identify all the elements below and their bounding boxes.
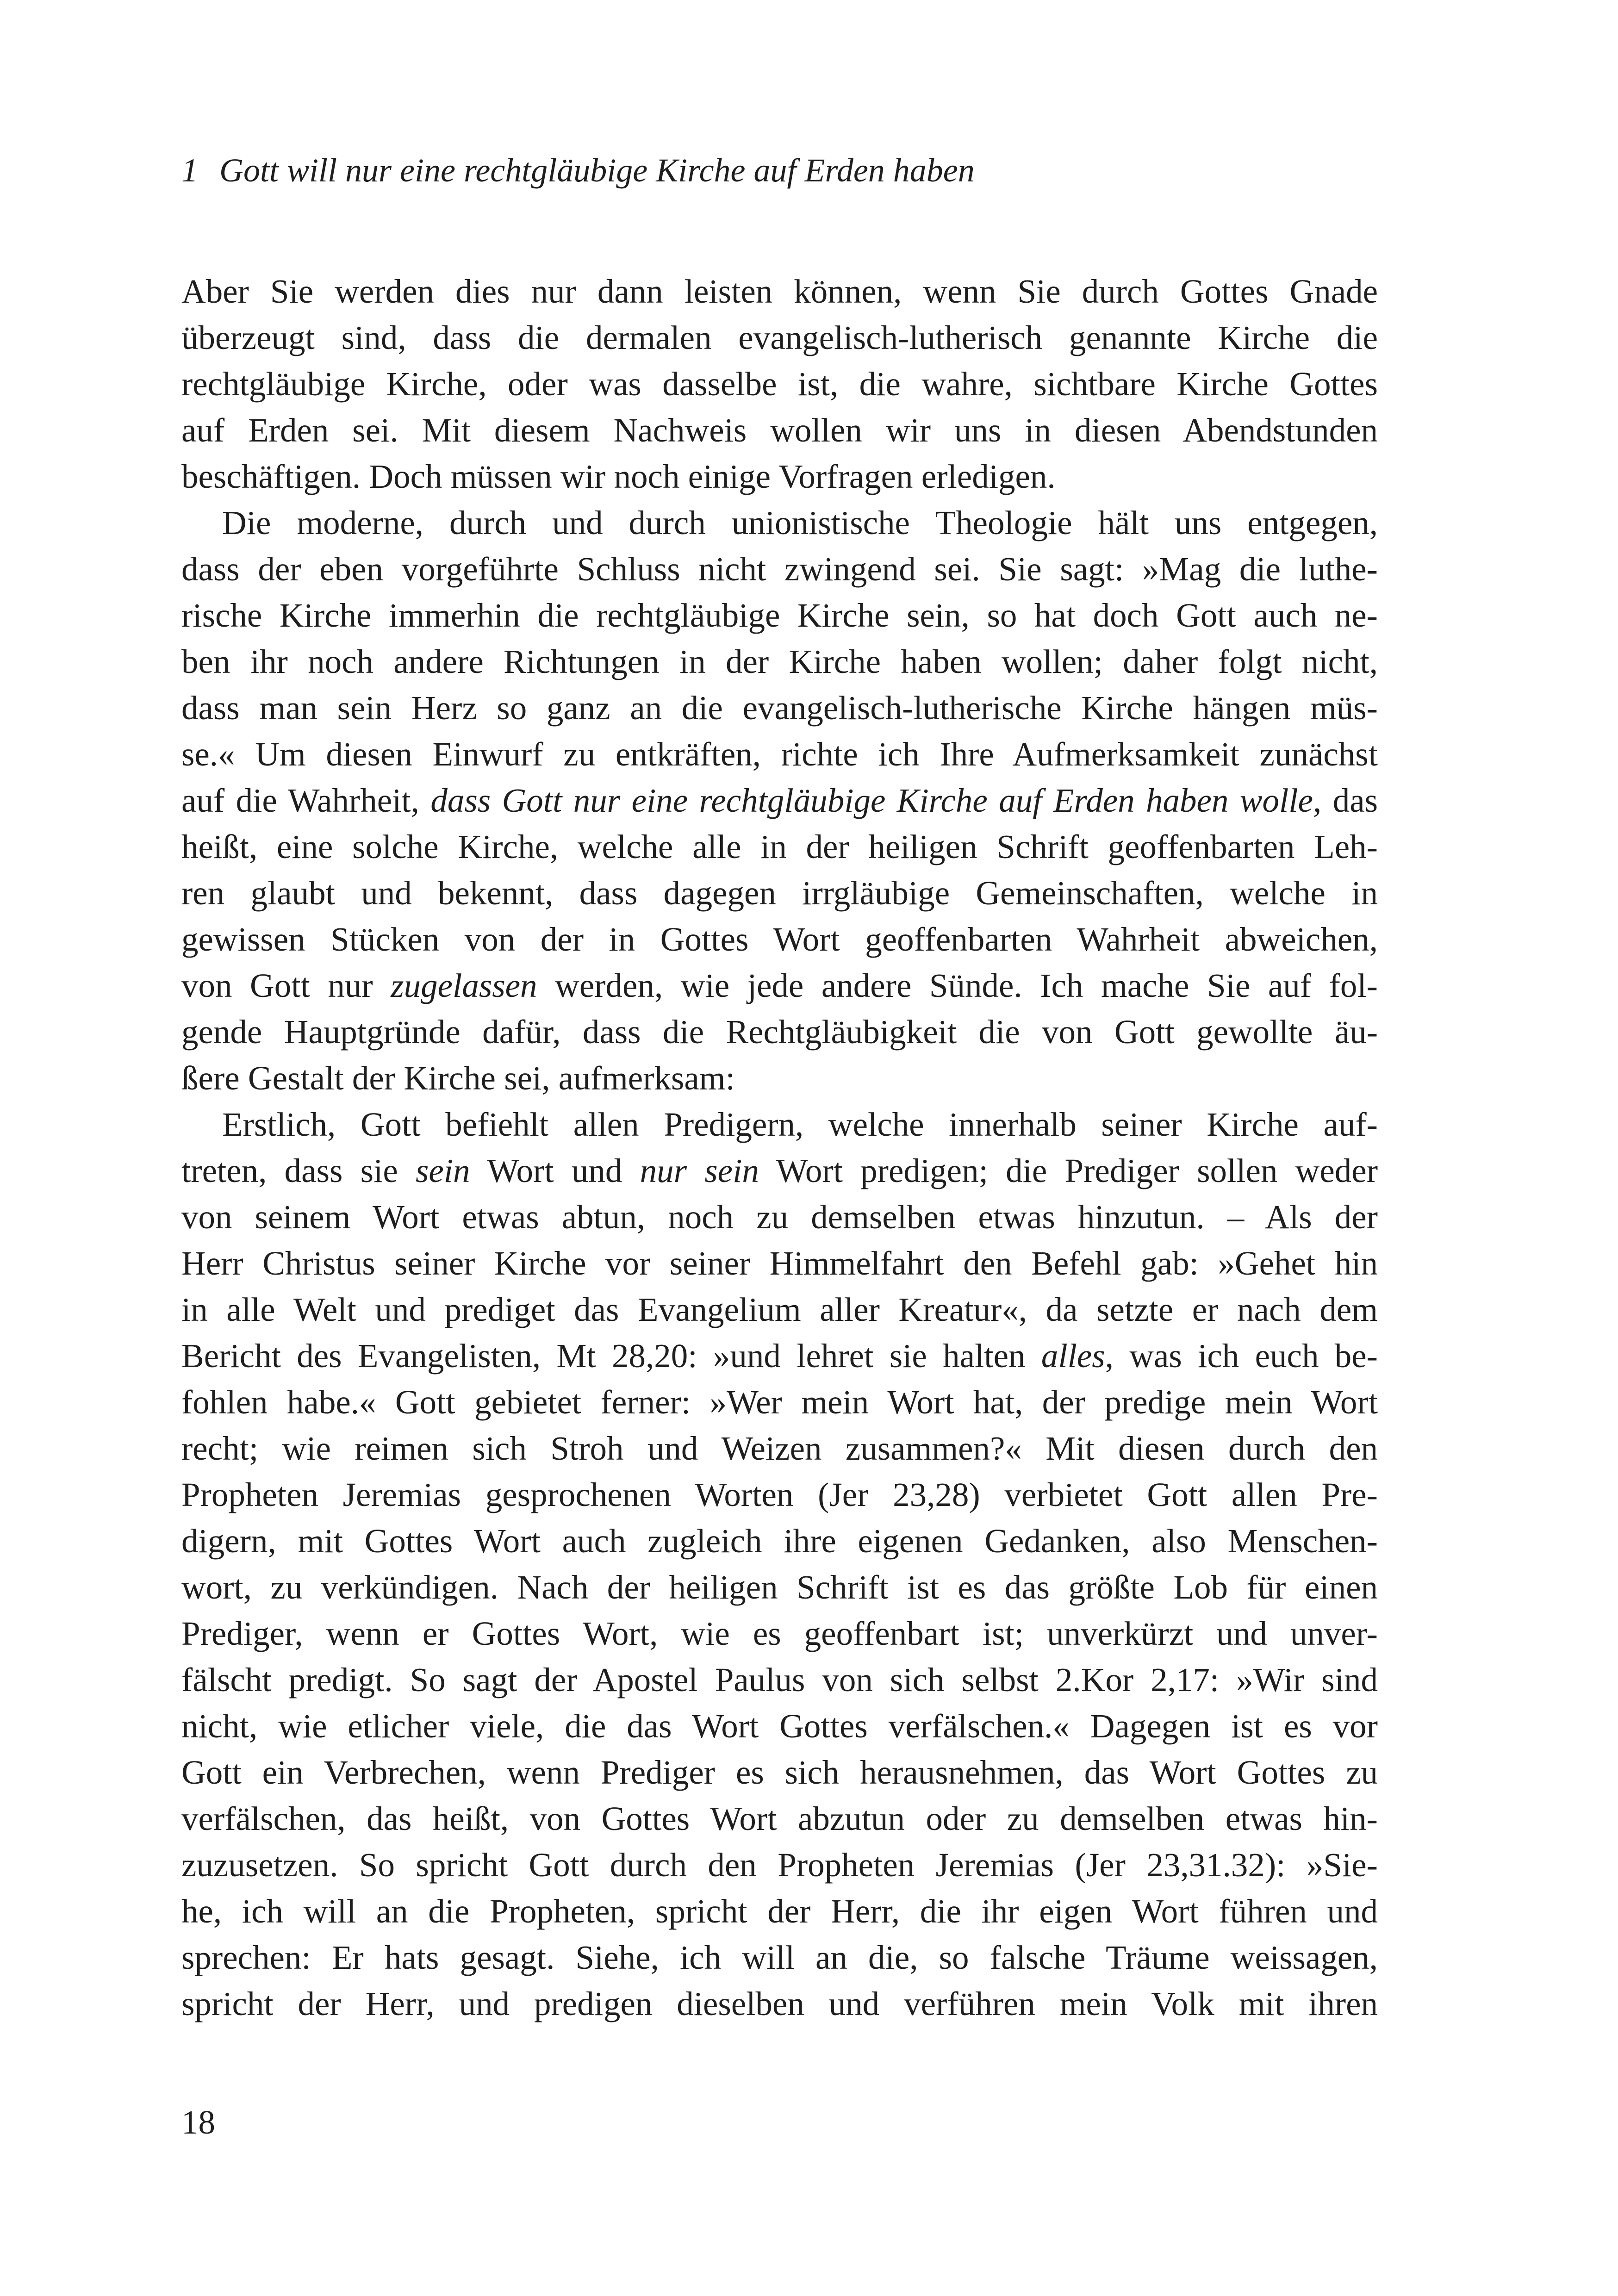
text-line (181, 778, 1378, 824)
text-segment: Die moderne, durch und durch unionistische Theologie hält uns entgegen, (222, 504, 1378, 541)
text-line (181, 916, 1378, 963)
text-segment: Bericht des Evangelisten, Mt 28,20: »und lehret sie halten (181, 1337, 1041, 1375)
text-line (181, 500, 1378, 546)
text-segment: werden, wie jede andere Sünde. Ich mache Sie auf fol- (537, 967, 1378, 1004)
italic-text: alles (1041, 1337, 1105, 1375)
text-segment: überzeugt sind, dass die dermalen evangelisch-lutherisch genannte Kirche die (181, 319, 1378, 356)
text-line (181, 639, 1378, 685)
text-line (181, 1518, 1378, 1564)
text-segment: Aber Sie werden dies nur dann leisten können, wenn Sie durch Gottes Gnade (181, 273, 1378, 310)
text-line (181, 1101, 1378, 1148)
text-segment: zuzusetzen. So spricht Gott durch den Propheten Jeremias (Jer 23,31.32): »Sie- (181, 1846, 1378, 1884)
text-line (181, 1842, 1378, 1888)
text-segment: Herr Christus seiner Kirche vor seiner Himmelfahrt den Befehl gab: »Gehet hin (181, 1244, 1378, 1282)
text-segment: ben ihr noch andere Richtungen in der Kirche haben wollen; daher folgt nicht, (181, 643, 1378, 680)
text-segment: rische Kirche immerhin die rechtgläubige Kirche sein, so hat doch Gott auch ne- (181, 597, 1378, 634)
text-line (181, 592, 1378, 639)
text-segment: Wort und (470, 1152, 640, 1189)
text-line (181, 1796, 1378, 1842)
text-segment: gende Hauptgründe dafür, dass die Rechtgläubigkeit die von Gott gewollte äu- (181, 1013, 1378, 1051)
text-segment: dass der eben vorgeführte Schluss nicht zwingend sei. Sie sagt: »Mag die luthe- (181, 550, 1378, 588)
text-line (181, 1657, 1378, 1703)
chapter-number: 1 (181, 152, 198, 189)
text-segment: nicht, wie etlicher viele, die das Wort Gottes verfälschen.« Dagegen ist es vor (181, 1707, 1378, 1745)
text-line (181, 1287, 1378, 1333)
text-line (181, 315, 1378, 361)
text-segment: auf die Wahrheit, (181, 782, 431, 819)
text-segment: , das (1313, 782, 1378, 819)
text-line (181, 1472, 1378, 1518)
text-line (181, 685, 1378, 731)
text-segment: dass man sein Herz so ganz an die evangelisch-lutherische Kirche hängen müs- (181, 689, 1378, 727)
text-segment: recht; wie reimen sich Stroh und Weizen zusammen?« Mit diesen durch den (181, 1430, 1378, 1467)
text-segment: fälscht predigt. So sagt der Apostel Paulus von sich selbst 2.Kor 2,17: »Wir sind (181, 1661, 1378, 1699)
running-head (181, 147, 1385, 193)
text-segment: se.« Um diesen Einwurf zu entkräften, richte ich Ihre Aufmerksamkeit zunächst (181, 735, 1378, 773)
text-segment: ren glaubt und bekennt, dass dagegen irrgläubige Gemeinschaften, welche in (181, 874, 1378, 912)
text-line (181, 1564, 1378, 1611)
italic-text: dass Gott nur eine rechtgläubige Kirche auf Erden haben wolle (430, 782, 1313, 819)
text-segment: von Gott nur (181, 967, 391, 1004)
text-segment: Wort predigen; die Prediger sollen weder (759, 1152, 1378, 1189)
text-segment: auf Erden sei. Mit diesem Nachweis wollen wir uns in diesen Abendstunden (181, 411, 1378, 449)
text-segment: in alle Welt und prediget das Evangelium aller Kreatur«, da setzte er nach dem (181, 1291, 1378, 1328)
text-segment: he, ich will an die Propheten, spricht der Herr, die ihr eigen Wort führen und (181, 1892, 1378, 1930)
text-line (181, 963, 1378, 1009)
text-segment: sprechen: Er hats gesagt. Siehe, ich will an die, so falsche Träume weissagen, (181, 1939, 1378, 1976)
text-line (181, 824, 1378, 870)
text-line (181, 407, 1378, 454)
text-segment: gewissen Stücken von der in Gottes Wort geoffenbarten Wahrheit abweichen, (181, 921, 1378, 958)
text-line (181, 1703, 1378, 1749)
text-line (181, 1888, 1378, 1935)
page-number: 18 (181, 2103, 215, 2141)
text-segment: verfälschen, das heißt, von Gottes Wort abzutun oder zu demselben etwas hin- (181, 1800, 1378, 1837)
text-line (181, 361, 1378, 407)
text-line (181, 1981, 1378, 2027)
text-line (181, 1379, 1378, 1425)
text-segment: rechtgläubige Kirche, oder was dasselbe ist, die wahre, sichtbare Kirche Gottes (181, 365, 1378, 403)
italic-text: zugelassen (391, 967, 537, 1004)
italic-text: sein (415, 1152, 470, 1189)
text-line (181, 731, 1378, 778)
text-line (181, 1240, 1378, 1287)
text-line (181, 1611, 1378, 1657)
text-line (181, 1333, 1378, 1379)
text-segment: spricht der Herr, und predigen dieselben und verführen mein Volk mit ihren (181, 1985, 1378, 2022)
text-segment: , was ich euch be- (1105, 1337, 1378, 1375)
text-segment: fohlen habe.« Gott gebietet ferner: »Wer mein Wort hat, der predige mein Wort (181, 1383, 1378, 1421)
text-line (181, 268, 1378, 315)
text-segment: Prediger, wenn er Gottes Wort, wie es geoffenbart ist; unverkürzt und unver- (181, 1615, 1378, 1652)
text-segment: von seinem Wort etwas abtun, noch zu demselben etwas hinzutun. – Als der (181, 1198, 1378, 1236)
text-line (181, 546, 1378, 592)
text-line (181, 1425, 1378, 1472)
text-segment: treten, dass sie (181, 1152, 416, 1189)
text-segment: Propheten Jeremias gesprochenen Worten (Jer 23,28) verbietet Gott allen Pre- (181, 1476, 1378, 1513)
text-segment: ßere Gestalt der Kirche sei, aufmerksam: (181, 1059, 735, 1097)
body-text (181, 268, 1378, 2027)
text-line (181, 1194, 1378, 1240)
chapter-title: Gott will nur eine rechtgläubige Kirche auf Erden haben (219, 152, 975, 189)
text-line (181, 1749, 1378, 1796)
text-line (181, 1055, 1378, 1101)
text-line (181, 454, 1378, 500)
text-line (181, 1009, 1378, 1055)
text-segment: heißt, eine solche Kirche, welche alle in der heiligen Schrift geoffenbarten Leh- (181, 828, 1378, 865)
text-segment: wort, zu verkündigen. Nach der heiligen Schrift ist es das größte Lob für einen (181, 1568, 1378, 1606)
text-segment: Gott ein Verbrechen, wenn Prediger es sich herausnehmen, das Wort Gottes zu (181, 1754, 1378, 1791)
text-segment: beschäftigen. Doch müssen wir noch einige Vorfragen erledigen. (181, 458, 1056, 495)
text-segment: digern, mit Gottes Wort auch zugleich ihre eigenen Gedanken, also Menschen- (181, 1522, 1378, 1560)
text-segment: Erstlich, Gott befiehlt allen Predigern, welche innerhalb seiner Kirche auf- (222, 1106, 1378, 1143)
text-line (181, 1148, 1378, 1194)
text-line (181, 870, 1378, 916)
text-line (181, 1935, 1378, 1981)
italic-text: nur sein (640, 1152, 759, 1189)
